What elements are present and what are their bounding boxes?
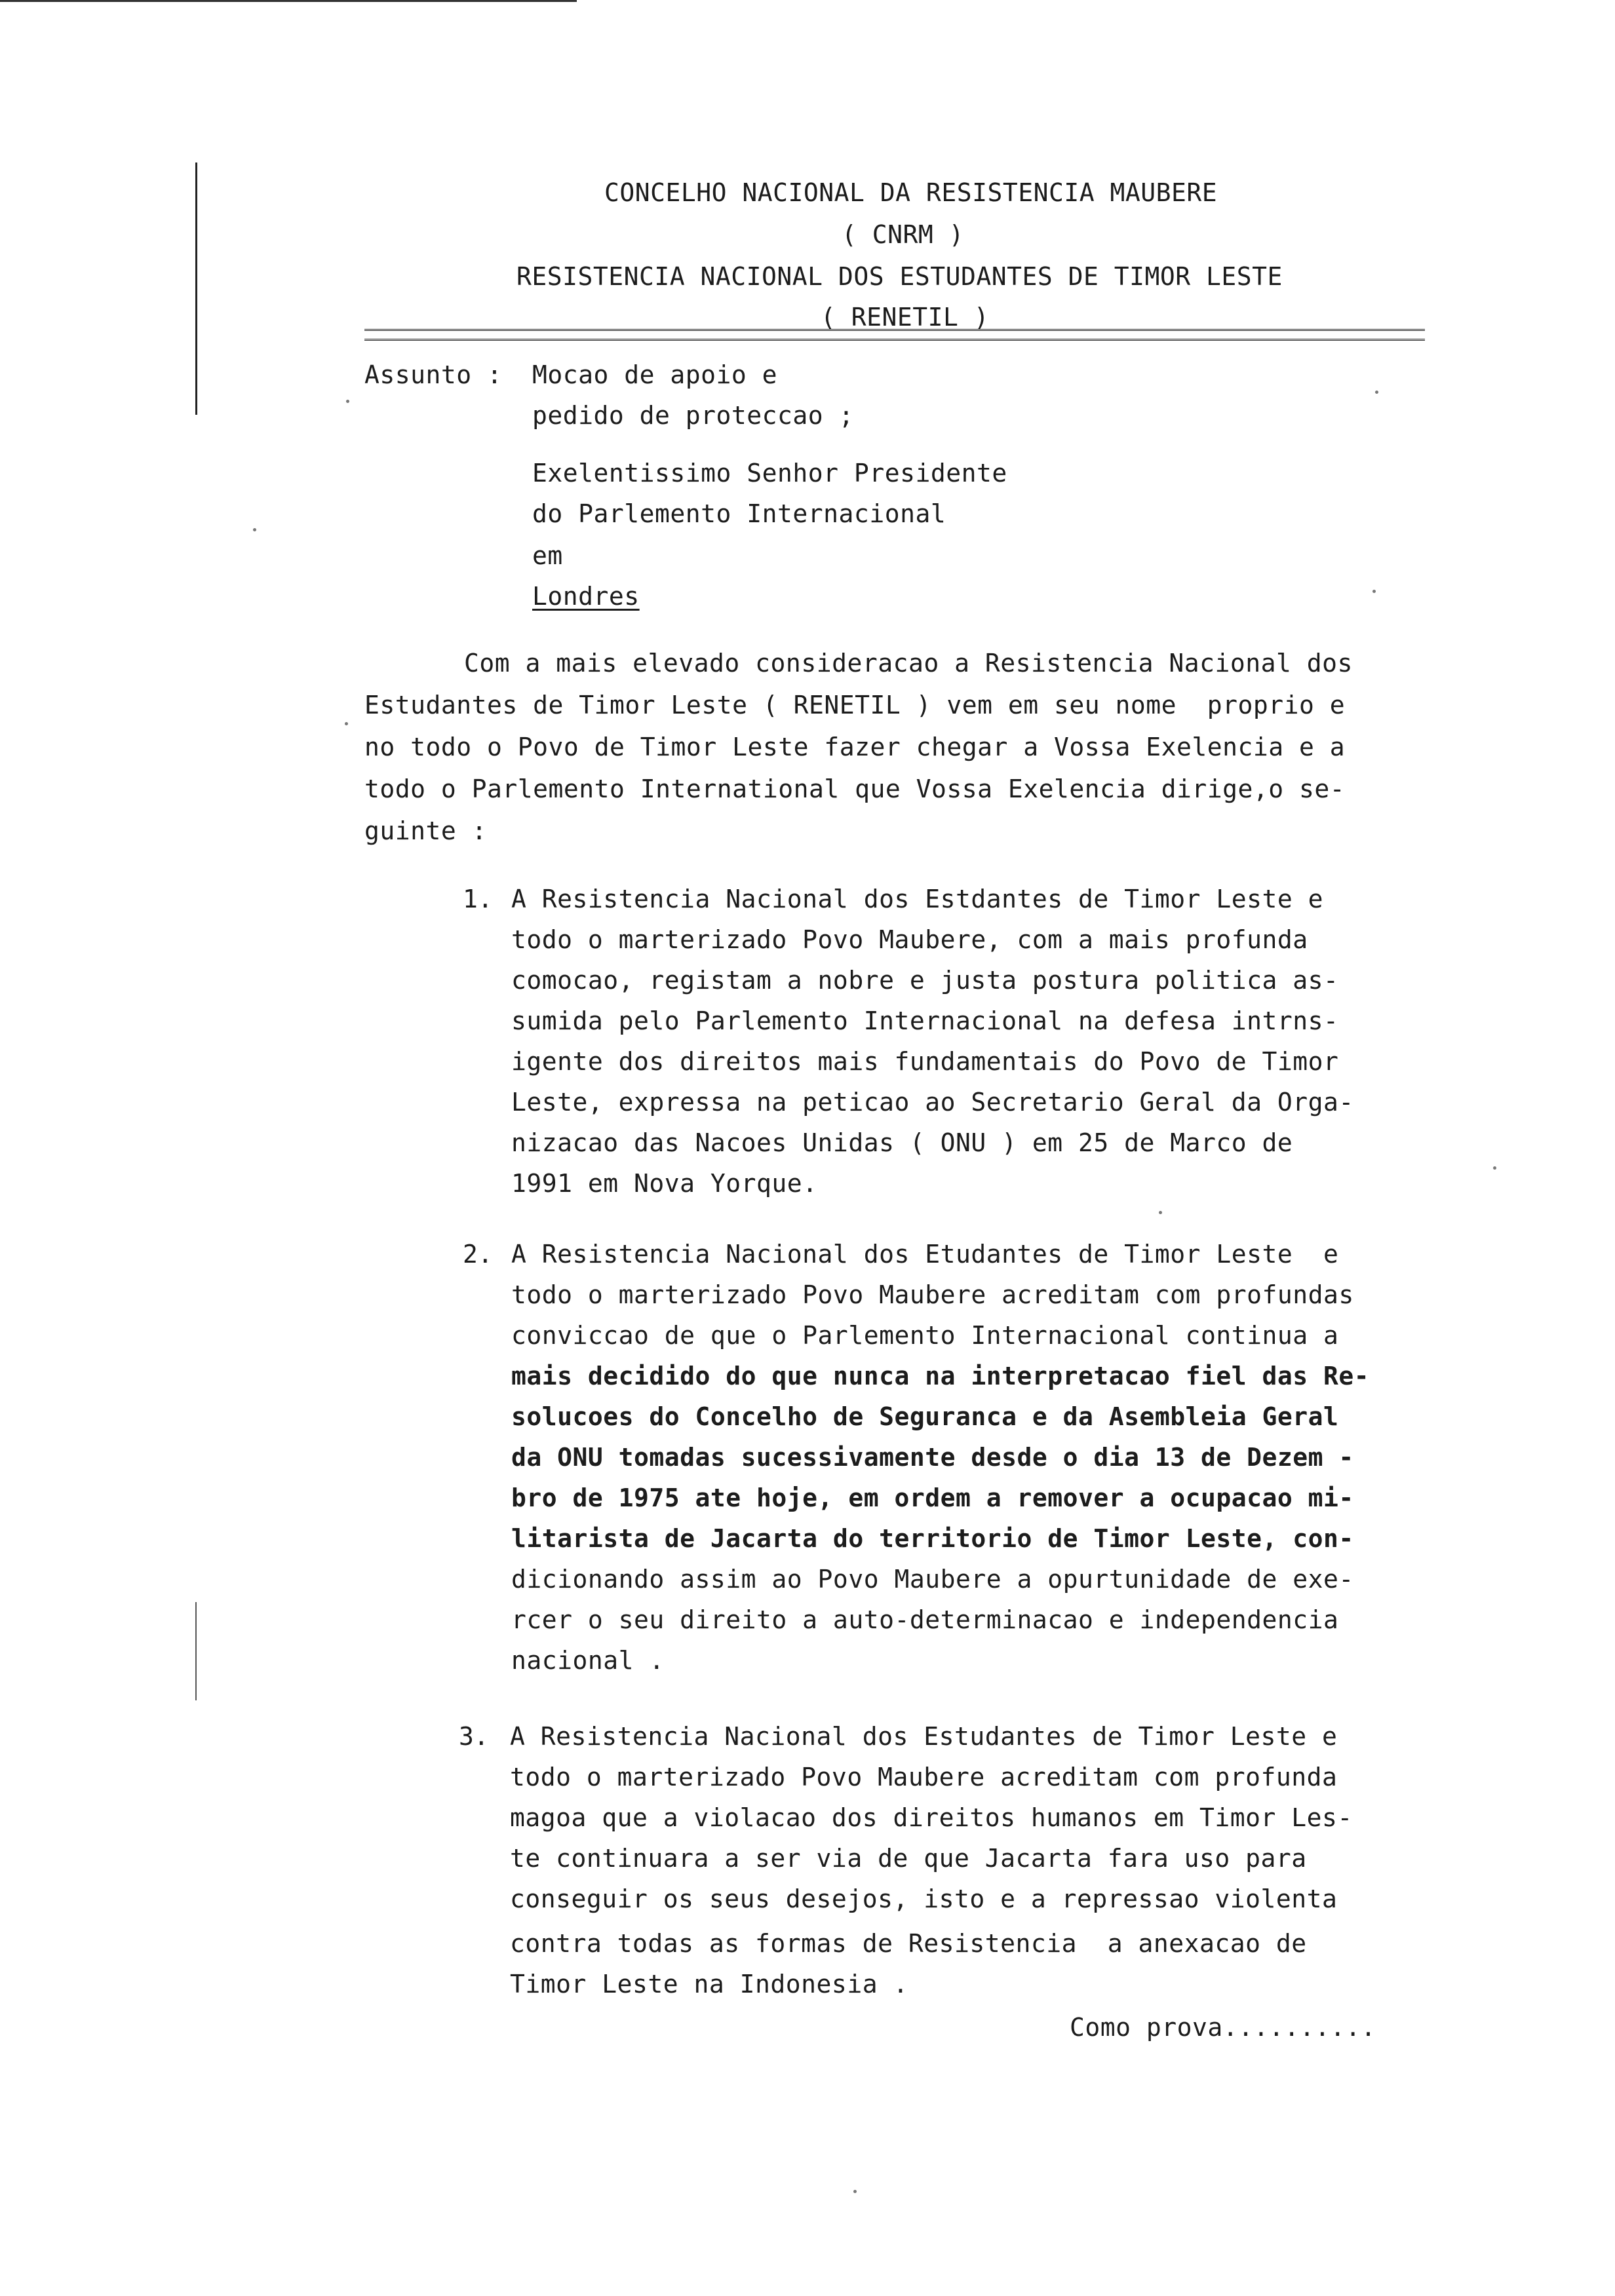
point-line: todo o marterizado Povo Maubere acreditam com profundas [511, 1280, 1354, 1309]
point-line: mais decidido do que nunca na interpretacao fiel das Re- [511, 1362, 1370, 1390]
scan-edge-line [0, 0, 577, 2]
scan-speck [1372, 590, 1376, 593]
point-line: bro de 1975 ate hoje, em ordem a remover a ocupacao mi- [511, 1483, 1354, 1512]
header-separator [364, 329, 1425, 341]
scan-speck [345, 722, 348, 725]
subject-label: Assunto : [364, 360, 503, 389]
header-title-cnrm: CONCELHO NACIONAL DA RESISTENCIA MAUBERE [604, 178, 1218, 207]
addressee-line: do Parlemento Internacional [532, 499, 946, 528]
point-number: 1. [463, 885, 493, 913]
margin-mark [195, 163, 197, 415]
point-line: todo o marterizado Povo Maubere acreditam com profunda [510, 1763, 1338, 1791]
point-line: nizacao das Nacoes Unidas ( ONU ) em 25 de Marco de [511, 1128, 1293, 1157]
point-line: solucoes do Concelho de Seguranca e da Asembleia Geral [511, 1402, 1339, 1431]
point-line: igente dos direitos mais fundamentais do Povo de Timor [511, 1047, 1339, 1076]
point-line: 1991 em Nova Yorque. [511, 1169, 818, 1198]
scan-speck [1159, 1211, 1162, 1214]
intro-line: no todo o Povo de Timor Leste fazer chegar a Vossa Exelencia e a [364, 733, 1346, 761]
header-acronym-renetil: ( RENETIL ) [821, 303, 990, 332]
scan-speck [346, 400, 349, 403]
addressee-line: Exelentissimo Senhor Presidente [532, 459, 1007, 488]
point-line: A Resistencia Nacional dos Estudantes de Timor Leste e [510, 1722, 1338, 1751]
subject-line: pedido de proteccao ; [532, 401, 854, 430]
point-line: magoa que a violacao dos direitos humanos em Timor Les- [510, 1803, 1353, 1832]
intro-line: todo o Parlemento International que Vossa Exelencia dirige,o se- [364, 775, 1346, 803]
point-line: sumida pelo Parlemento Internacional na defesa intrns- [511, 1006, 1339, 1035]
point-line: conviccao de que o Parlemento Internacional continua a [511, 1321, 1339, 1350]
point-line: Timor Leste na Indonesia . [510, 1970, 908, 1999]
point-line: rcer o seu direito a auto-determinacao e independencia [511, 1605, 1339, 1634]
point-line: comocao, registam a nobre e justa postura politica as- [511, 966, 1339, 995]
point-number: 2. [463, 1240, 493, 1269]
scan-speck [1375, 391, 1378, 394]
intro-line: Estudantes de Timor Leste ( RENETIL ) vem em seu nome proprio e [364, 691, 1346, 719]
addressee-line: em [532, 541, 563, 570]
point-line: todo o marterizado Povo Maubere, com a mais profunda [511, 925, 1308, 954]
point-number: 3. [459, 1722, 489, 1751]
scan-speck [253, 528, 256, 531]
subject-line: Mocao de apoio e [532, 360, 778, 389]
header-title-renetil: RESISTENCIA NACIONAL DOS ESTUDANTES DE TIMOR LESTE [516, 262, 1283, 291]
point-line: dicionando assim ao Povo Maubere a opurtunidade de exe- [511, 1565, 1354, 1594]
point-line: te continuara a ser via de que Jacarta fara uso para [510, 1844, 1307, 1873]
scan-speck [853, 2190, 857, 2193]
point-line: conseguir os seus desejos, isto e a repressao violenta [510, 1885, 1338, 1913]
point-line: A Resistencia Nacional dos Etudantes de Timor Leste e [511, 1240, 1339, 1269]
header-acronym-cnrm: ( CNRM ) [842, 220, 965, 249]
addressee-city: Londres [532, 582, 640, 611]
point-line: A Resistencia Nacional dos Estdantes de Timor Leste e [511, 885, 1324, 913]
point-line: litarista de Jacarta do territorio de Timor Leste, con- [511, 1524, 1354, 1553]
margin-mark [195, 1602, 197, 1700]
point-line: contra todas as formas de Resistencia a anexacao de [510, 1929, 1307, 1958]
intro-line: guinte : [364, 816, 488, 845]
scan-speck [1493, 1166, 1496, 1170]
point-line: Leste, expressa na peticao ao Secretario Geral da Orga- [511, 1088, 1354, 1117]
point-line: da ONU tomadas sucessivamente desde o dia 13 de Dezem - [511, 1443, 1354, 1472]
point-line: nacional . [511, 1646, 665, 1675]
continuation-note: Como prova.......... [1070, 2013, 1376, 2042]
intro-line: Com a mais elevado consideracao a Resistencia Nacional dos [464, 649, 1353, 678]
